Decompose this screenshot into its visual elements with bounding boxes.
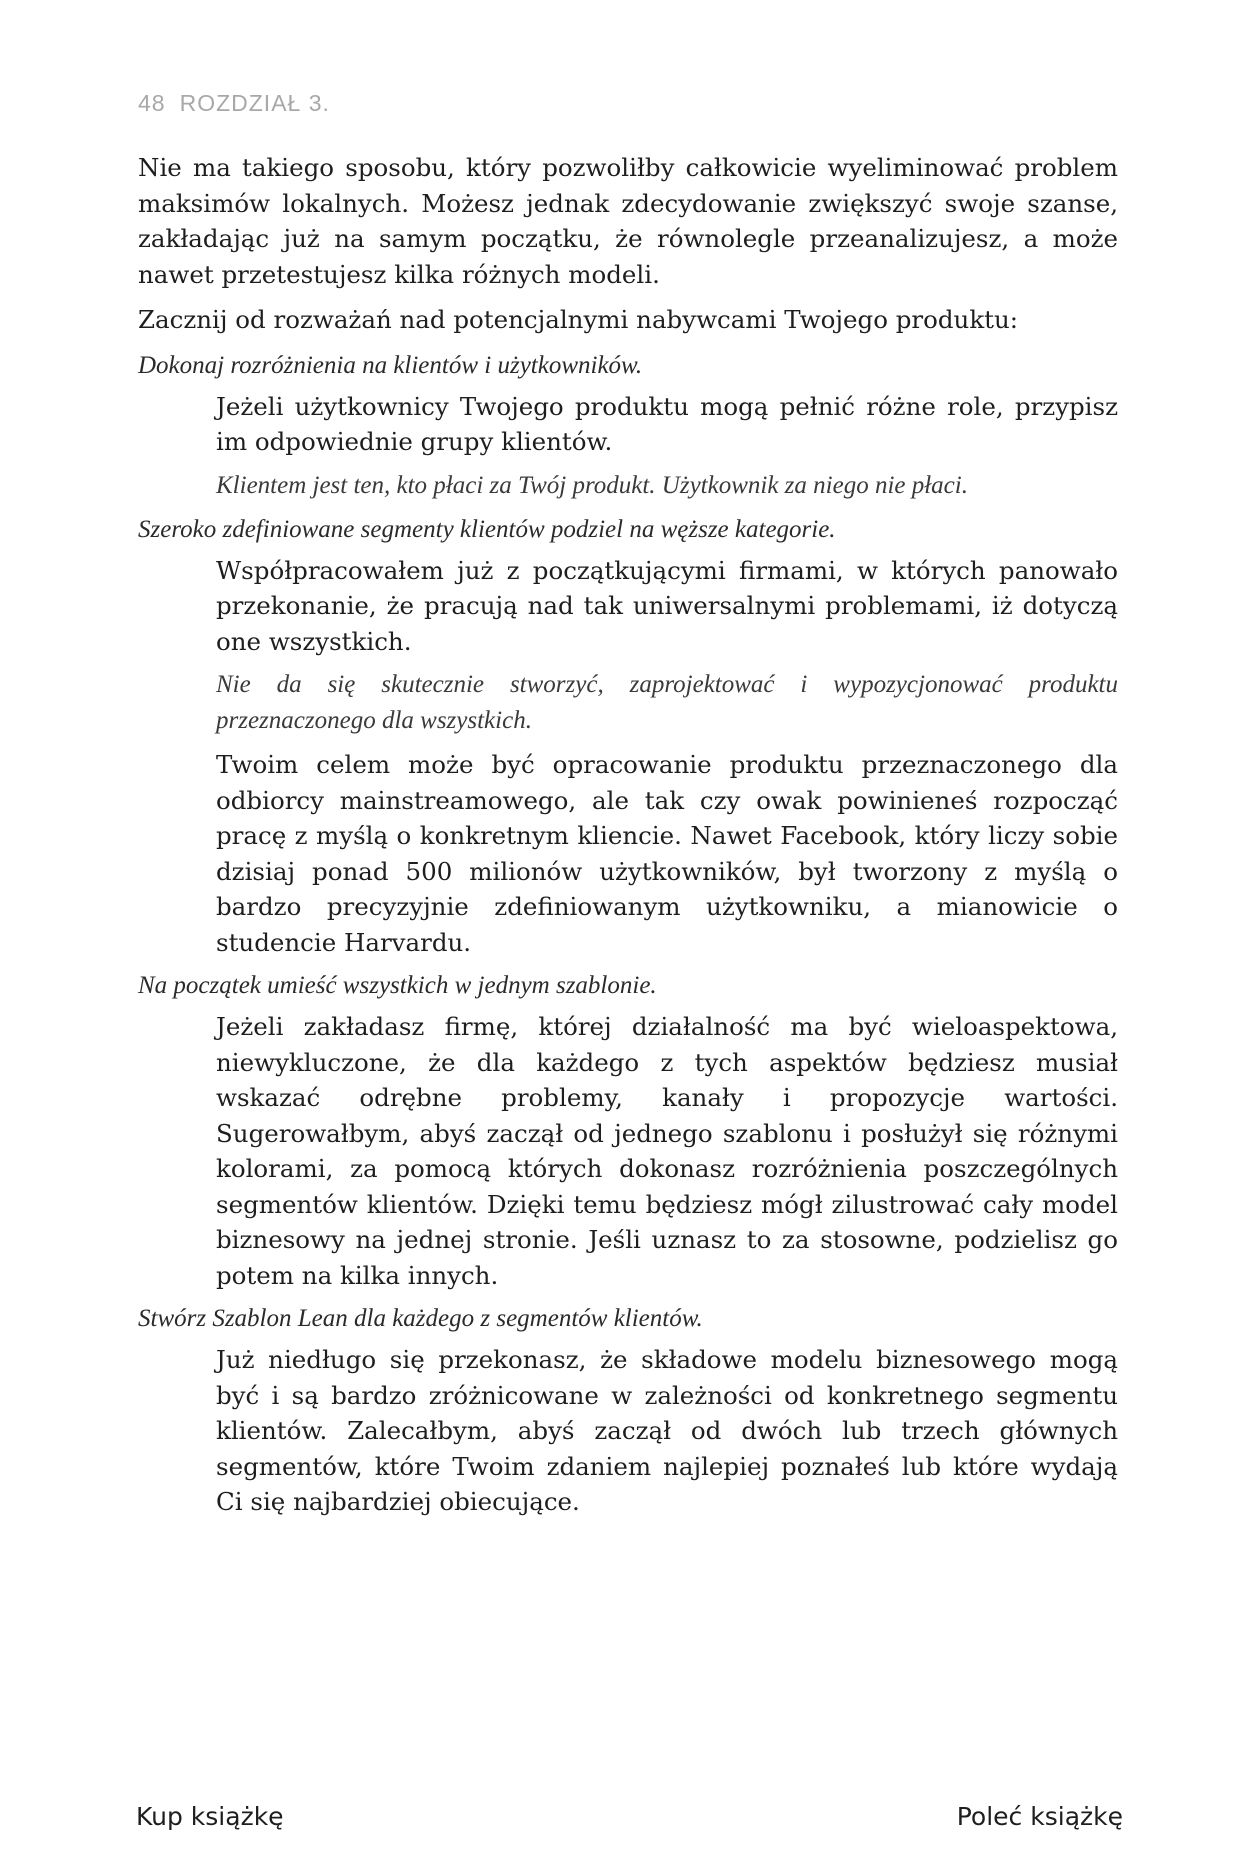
recommend-book-link[interactable]: Poleć książkę [956, 1802, 1123, 1831]
paragraph-lead: Zacznij od rozważań nad potencjalnymi nabywcami Twojego produktu: [138, 305, 1019, 334]
term-customers-users: Dokonaj rozróżnienia na klientów i użytkowników. [138, 351, 643, 379]
item1-note: Klientem jest ten, kto płaci za Twój produkt. Użytkownik za niego nie płaci. [216, 471, 968, 499]
item2-text2: Twoim celem może być opracowanie produktu przeznaczonego dla odbiorcy mainstreamowego, ale tak czy owak powinieneś rozpocząć pracę z myślą o konkretnym kliencie. Nawet Facebook, który liczy sobie dzisiaj ponad 500 milionów użytkowników, był tworzony z myślą o bardzo precyzyjnie zdefiniowanym użytkowniku, a mianowicie o studencie Harvardu. [216, 750, 1118, 957]
item4-text: Już niedługo się przekonasz, że składowe modelu biznesowego mogą być i są bardzo zróżnicowane w zależności od konkretnego segmentu klientów. Zalecałbym, abyś zaczął od dwóch lub trzech głównych segmentów, które Twoim zdaniem najlepiej poznałeś lub które wydają Ci się najbardziej obiecujące. [216, 1345, 1118, 1516]
term-one-canvas: Na początek umieść wszystkich w jednym szablonie. [138, 972, 657, 999]
paragraph-intro: Nie ma takiego sposobu, który pozwoliłby całkowicie wyeliminować problem maksimów lokalnych. Możesz jednak zdecydowanie zwiększyć swoje szanse, zakładając już na samym początku, że równolegle przeanalizujesz, a może nawet przetestujesz kilka różnych modeli. [138, 153, 1118, 289]
item1-text: Jeżeli użytkownicy Twojego produktu mogą pełnić różne role, przypisz im odpowiednie grupy klientów. [216, 391, 1118, 456]
term-lean-canvas-per-segment: Stwórz Szablon Lean dla każdego z segmentów klientów. [138, 1305, 703, 1332]
item3-text: Jeżeli zakładasz firmę, której działalność ma być wieloaspektowa, niewykluczone, że dla każdego z tych aspektów będziesz musiał wskazać odrębne problemy, kanały i propozycje wartości. Sugerowałbym, abyś zaczął od jednego szablonu i posłużył się różnymi kolorami, za pomocą których dokonasz rozróżnienia poszczególnych segmentów klientów. Dzięki temu będziesz mógł zilustrować cały model biznesowy na jednej stronie. Jeśli uznasz to za stosowne, podzielisz go potem na kilka innych. [216, 1012, 1118, 1290]
term-narrow-segments: Szeroko zdefiniowane segmenty klientów podziel na węższe kategorie. [138, 515, 836, 543]
chapter-label: ROZDZIAŁ 3. [179, 90, 330, 116]
buy-book-link[interactable]: Kup książkę [136, 1802, 284, 1831]
item2-note: Nie da się skutecznie stworzyć, zaprojektować i wypozycjonować produktu przeznaczonego dla wszystkich. [216, 671, 1118, 734]
page-number: 48 [138, 90, 166, 116]
item2-text1: Współpracowałem już z początkującymi firmami, w których panowało przekonanie, że pracują nad tak uniwersalnymi problemami, iż dotyczą one wszystkich. [216, 555, 1118, 656]
page-content [138, 150, 1118, 1528]
running-head [138, 90, 330, 117]
